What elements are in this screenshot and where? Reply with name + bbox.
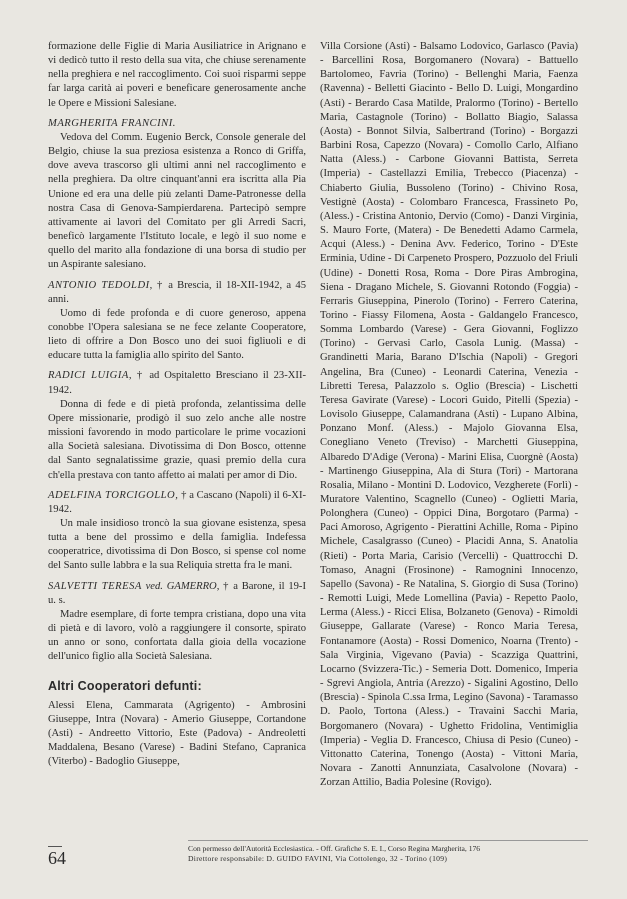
obituary-entry [48, 580, 306, 665]
obituary-name: ANTONIO TEDOLDI, [48, 279, 153, 291]
obituary-entry [48, 369, 306, 482]
left-column [48, 40, 306, 770]
obituary-name: MARGHERITA FRANCINI. [48, 117, 176, 129]
right-column [320, 40, 578, 790]
obituary-text: Uomo di fede profonda e di cuore generoso, appena conobbe l'Opera salesiana se ne fece zelante Cooperatore, lieto di offrire a Don Bosco uno dei suoi figliuoli e di educare tutta la famiglia allo spirito del Santo. [48, 307, 306, 362]
others-list-start: Alessi Elena, Cammarata (Agrigento) - Ambrosini Giuseppe, Intra (Novara) - Amerio Giuseppe, Cortandone (Asti) - Andreetto Vittorio, Este (Padova) - Andreoletti Maddalena, Besano (Varese) - Badini Stefano, Capranica (Viterbo) - Badoglio Giuseppe, [48, 699, 306, 768]
section-title: Altri Cooperatori defunti: [48, 678, 202, 693]
obituary-entry [48, 489, 306, 574]
page-footer [48, 838, 578, 878]
page-number: 64 [48, 848, 66, 868]
obituary-text: Madre esemplare, di forte tempra cristiana, dopo una vita di pietà e di lavoro, volò a raggiungere il consorte, spirato un anno or sono, confortata dalla gioia della vocazione dell'unico figlio alla Società Salesiana. [48, 608, 306, 663]
obituary-meta: † a Brescia, il 18-XII-1942, a 45 anni. [48, 279, 306, 305]
obituary-entry [48, 117, 306, 273]
obituary-name: RADICI LUIGIA, [48, 370, 132, 382]
obituary-entry [48, 279, 306, 364]
obituary-name: ADELFINA TORCIGOLLO, [48, 489, 179, 501]
obituary-text: Vedova del Comm. Eugenio Berck, Console generale del Belgio, chiuse la sua preziosa esistenza a Ronco di Griffa, dove aveva trascorso gli ultimi anni nel raccoglimento e nella preghiera. Da oltre cinquant'anni era iscritta alla Pia Unione ed era una delle più zelanti Dame-Patronesse della nostra Casa di Genova-Sampierdarena. Partecipò sempre attivamente ai lavori del Comitato per gli Arredi Sacri, beneficò largamente l'Istituto locale, e legò il suo nome e quello del marito alla fondazione di una borsa di studio per un Aspirante salesiano. [48, 131, 306, 271]
footer-dash [48, 846, 62, 847]
obituary-text: Donna di fede e di pietà profonda, zelantissima delle Opere missionarie, prodigò il suo zelo anche alle nostre missioni favorendo in modo particolare le prime vocazioni alla Società salesiana. Divotissima di Don Bosco, ottenne dal Santo segnalatissime grazie, quasi premio della cura ch'ella prestava con tanto affetto ai malati per amor di Dio. [48, 398, 306, 481]
intro-paragraph: formazione delle Figlie di Maria Ausiliatrice in Arignano e vi dedicò tutto il resto della sua vita, che chiuse serenamente nella preghiera e nel raccoglimento. Coi suoi risparmi seppe far larga carità ai poveri e beneficare generosamente anche le Opere e Missioni Salesiane. [48, 41, 306, 109]
colophon-line-2: Direttore responsabile: D. GUIDO FAVINI, Via Cottolengo, 32 - Torino (109) [188, 854, 448, 863]
obituary-name: SALVETTI TERESA [48, 580, 142, 592]
obituary-meta: † a Barone, il 19-I u. s. [48, 580, 306, 606]
others-list-continued: Villa Corsione (Asti) - Balsamo Lodovico, Garlasco (Pavia) - Barcellini Rosa, Borgomanero (Novara) - Battuello Bartolomeo, Favria (Torino) - Bellenghi Maria, Faenza (Ravenna) - Belletti Giacinto - Bello D. Luigi, Mongardino (Asti) - Berardo Casa Matilde, Pralormo (Torino) - Bertello Maria, Castagnole (Torino) - Bollatto Biagio, Salassa (Aosta) - Bonnot Silvia, Salbertrand (Torino) - Borgazzi Barbini Rosa, Capezzo (Novara) - Comollo Carlo, Alfiano Natta (Aless.) - Carbone Giovanni Battista, Serreta (Imperia) - Castellazzi Emilia, Trebecco (Piacenza) - Chiaberto Giulia, Bussoleno (Torino) - Chivino Rosa, Vestignè (Aosta) - Colombaro Francesca, Frassineto Po, (Aless.) - Cristina Antonio, Dervio (Como) - Danzi Virginia, S. Mauro Forte, (Matera) - De Benedetti Adamo Carmela, Acqui (Aless.) - Denina Avv. Federico, Torino - D'Este Erminia, Udine - Di Carpeneto Prospero, Pozzuolo del Friuli (Udine) - Donetti Rosa, Roma - Dore Piras Ambrogina, Siena - Dragano Michele, S. Giovanni Rotondo (Foggia) - Ferraris Giuseppina, Pinerolo (Torino) - Ferrero Caterina, Torino - Fiassy Filomena, Aosta - Galdangelo Francesco, Somma Lombardo (Varese) - Gera Giovanni, Foglizzo (Torino) - Gervasi Carlo, Casola Lunig. (Massa) - Grandinetti Maria, Barano D'Ischia (Napoli) - Gregori Angelina, Bra (Cuneo) - Leonardi Caterina, Venezia - Libretti Teresa, Palazzolo s. Oglio (Brescia) - Lischetti Teresa Gavirate (Varese) - Locori Guido, Pitelli (Spezia) - Lovisolo Giuseppe, Calamandrana (Asti) - Lupano Albina, Ponzano Monf. (Aless.) - Majolo Giovanna Elsa, Conegliano Veneto (Treviso) - Marchetti Giuseppina, Albaredo D'Adige (Verona) - Marini Elisa, Cuorgnè (Aosta) - Martinengo Giuseppina, Ala di Stura (Tori) - Martorana Rosalia, Milano - Montini D. Lodovico, Vezgherete (Forlì) - Muratore Valentino, Scagnello (Cuneo) - Oglietti Maria, Polonghera (Cuneo) - Oppici Dina, Borgotaro (Parma) - Paci Amoroso, Agrigento - Pierattini Achille, Roma - Pipino Michele, Casalgrasso (Cuneo) - Placidi Anna, S. Anatolia (Rieti) - Porta Maria, Carisio (Vercelli) - Quattrocchi D. Tomaso, Anagni (Frosinone) - Ramognini Innocenzo, Sapello (Savona) - Re Natalina, S. Giorgio di Susa (Torino) - Remotti Luigi, Mede Lomellina (Pavia) - Repetto Paolo, Lerma (Aless.) - Ricci Elisa, Bolzaneto (Genova) - Rimoldi Giuseppe, Gallarate (Varese) - Ronco Maria Teresa, Fontanamore (Aosta) - Rossi Domenico, Noarna (Trento) - Sala Virginia, Vigevano (Pavia) - Scazziga Quattrini, Locarno (Svizzera-Tic.) - Semeria Dott. Domenico, Imperia - Sgrevi Angiola, Antria (Arezzo) - Sigalini Agostino, Dello (Brescia) - Spinola C.ssa Irma, Legino (Savona) - Taramasso D. Paolo, Tortona (Aless.) - Travaini Sacchi Maria, Borgomanero (Novara) - Ughetto Fridolina, Ventimiglia (Imperia) - Veglia D. Francesco, Chiusa di Pesio (Cuneo) - Vittonatto Caterina, Tonengo (Aosta) - Vittoni Maria, Novara - Zanotti Annunziata, Casalvolone (Novara) - Zorzan Attilio, Badia Polesine (Rovigo). [320, 41, 578, 789]
colophon-line-1: Con permesso dell'Autorità Ecclesiastica. - Off. Grafiche S. E. I., Corso Regina Margherita, 176 [188, 844, 481, 853]
obituary-text: Un male insidioso troncò la sua giovane esistenza, spesa tutta a bene del prossimo e della famiglia. Indefessa cooperatrice, divotissima di Don Bosco, si spense col nome del Santo sulle labbra e la sua Reliquia stretta fra le mani. [48, 518, 306, 572]
colophon [188, 840, 588, 864]
obituary-meta: † ad Ospitaletto Bresciano il 23-XII-1942. [48, 370, 306, 396]
obituary-name-suffix: ved. GAMERRO, [145, 580, 220, 592]
obituary-meta: † a Cascano (Napoli) il 6-XI-1942. [48, 489, 306, 515]
